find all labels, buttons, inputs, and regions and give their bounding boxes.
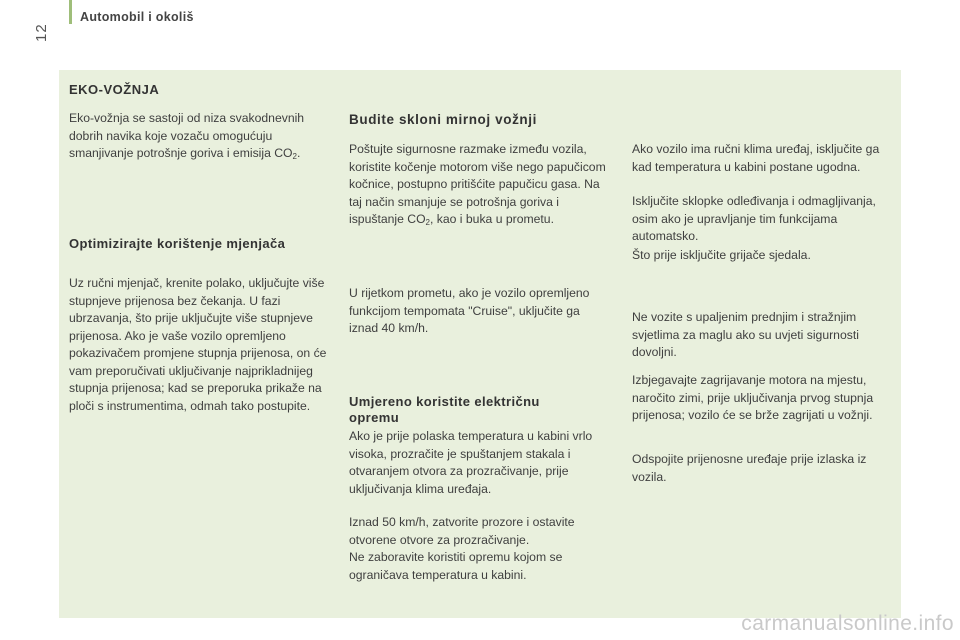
portable-devices-text: Odspojite prijenosne uređaje prije izlaska iz vozila.: [632, 452, 867, 484]
cruise-text: U rijetkom prometu, ako je vozilo opremljeno funkcijom tempomata "Cruise", uključite ga iznad 40 km/h.: [349, 286, 590, 335]
calm-driving-heading: Budite skloni mirnoj vožnji: [349, 112, 537, 127]
gear-heading: Optimizirajte korištenje mjenjača: [69, 236, 286, 251]
electric-equipment-heading: Umjereno koristite električnu opremu: [349, 394, 540, 425]
section-title: Automobil i okoliš: [80, 10, 194, 24]
windows-text: Iznad 50 km/h, zatvorite prozore i ostavite otvorene otvore za prozračivanje.: [349, 515, 575, 547]
air-conditioning-text: Ako vozilo ima ručni klima uređaj, isključite ga kad temperatura u kabini postane ugodna.: [632, 142, 880, 174]
defrost-text: Isključite sklopke odleđivanja i odmagljivanja, osim ako je upravljanje tim funkcijama automatsko.: [632, 194, 876, 243]
eco-driving-intro: Eko-vožnja se sastoji od niza svakodnevnih dobrih navika koje vozaču omogućuju smanjivanje potrošnje goriva i emisija $CO_2$.: [69, 111, 305, 161]
calm-driving-text: Poštujte sigurnosne razmake između vozila, koristite kočenje motorom više nego papučicom kočnice, postupno pritišćite papučicu gasa. Na taj način smanjuje se potrošnja goriva i ispuštanje $CO_2$, kao i buka u prometu.: [349, 142, 606, 227]
seat-heater-text: Što prije isključite grijače sjedala.: [632, 248, 811, 262]
engine-warmup-text: Izbjegavajte zagrijavanje motora na mjestu, naročito zimi, prije uključivanja prvog stupnja prijenosa; vozilo će se brže zagrijati u vožnji.: [632, 373, 874, 422]
gear-text: Uz ručni mjenjač, krenite polako, uključujte više stupnjeve prijenosa bez čekanja. U fazi ubrzavanja, što prije uključujte više stupnjeve prijenosa. Ako je vaše vozilo opremljeno pokazivačem promjene stupnja prijenosa, on će vam preporučivati uključivanje najprikladnijeg stupnja prijenosa; kad se preporuka prikaže na ploči s instrumentima, odmah tako postupite.: [69, 276, 327, 413]
page-number: 12: [33, 23, 50, 42]
header-accent-bar: [69, 0, 72, 24]
eco-driving-heading: EKO-VOŽNJA: [69, 82, 160, 97]
temperature-text: Ne zaboravite koristiti opremu kojom se ograničava temperatura u kabini.: [349, 550, 563, 582]
cabin-ventilation-text: Ako je prije polaska temperatura u kabini vrlo visoka, prozračite je spuštanjem stakala i otvaranjem otvora za prozračivanje, prije uključivanja klima uređaja.: [349, 429, 593, 496]
fog-lights-text: Ne vozite s upaljenim prednjim i stražnjim svjetlima za maglu ako su uvjeti sigurnosti dovoljni.: [632, 310, 859, 359]
watermark: carmanualsonline.info: [741, 612, 954, 635]
